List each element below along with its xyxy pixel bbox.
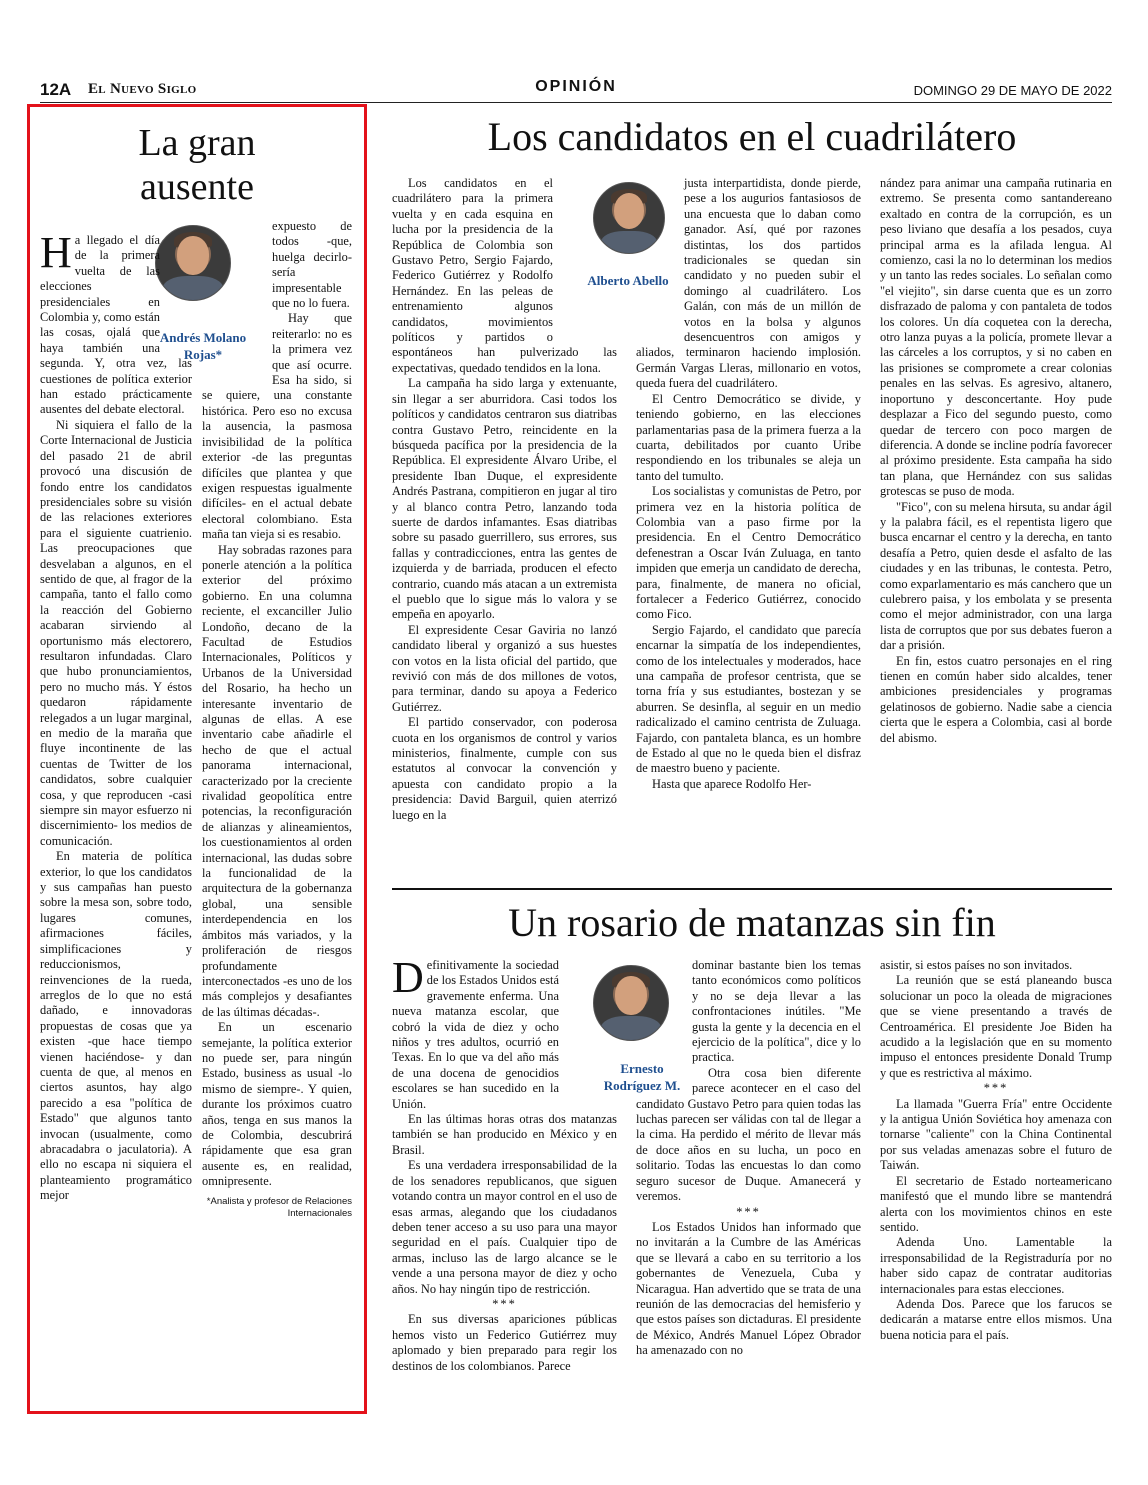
separator: *** [736, 1204, 761, 1219]
paragraph: Ni siquiera el fallo de la Corte Internacional de Justicia del pasado 21 de abril provocó una discusión de fondo entre los candidatos presidenciales sobre su visión de las relaciones exteriores para el siguiente cuatrienio. Las preocupaciones que desvelaban a algunos, en el sentido de que, al fragor de la campaña, tanto el fallo como la reacción del Gobierno acabaran sirviendo al oportunismo más electorero, resultaron infundadas. Claro que hubo pronunciamientos, pero no mucho más. Y éstos quedaron rápidamente relegados a un lugar marginal, en medio de la maraña que fluye incontinente de las cuentas de Twitter de los candidatos, sobre cualquier cosa, y que reproducen -casi siempre sin mayor esfuerzo ni discernimiento- los medios de comunicación. [40, 417, 192, 848]
paragraph: La llamada "Guerra Fría" entre Occidente y la antigua Unión Soviética hoy amenaza con tornarse "caliente" con la China Continental por sus veladas amenazas sobre el futuro de Taiwán. [880, 1096, 1112, 1173]
article-headline: Los candidatos en el cuadrilátero [487, 114, 1017, 159]
section-name: OPINIÓN [535, 78, 617, 95]
article-column-3 [880, 958, 1112, 1398]
paragraph: Hay que reiterarlo: no es la primera vez que así ocurre. Esa ha sido, si se quiere, una constante histórica. Pero eso no excusa la ausencia, la pasmosa invisibilidad de la política exterior -de las preguntas difíciles que plantea y que exigen respuestas igualmente difíciles- en el actual debate electoral colombiano. Esta maña tan vieja si es resabio. [202, 311, 352, 542]
paragraph: El Centro Democrático se divide, y teniendo gobierno, en las elecciones parlamentarias pasa de la primera fuerza a la cuarta, debilitados por cuanto Uribe respondiendo en los tribunales se aleja un tanto del tumulto. [636, 391, 861, 483]
article-headline: Un rosario de matanzas sin fin [508, 900, 996, 945]
paragraph: El expresidente Cesar Gaviria no lanzó candidato liberal y organizó a sus huestes con votos en la lista oficial del partido, que revivió con más de dos millones de votos, para terminar, dando su apoya a Federico Gutiérrez. [392, 622, 617, 714]
paragraph: nández para animar una campaña rutinaria en extremo. Se presenta como santandereano exaltado en contra de la corrupción, es un peso liviano que desafía a los pesados, cuya principal arma es la afilada lengua. Al comienzo, casi la no lo determinan los medios y un tanto las redes sociales. Lo señalan como "el viejito", sin darse cuenta que es un zorro disfrazado de paloma y con pantaleta de todos los colores. Un día coquetea con la derecha, otro lanza puyas a la policía, promete llevar a las cárceles a los corruptos, y si no caben en las prisiones se compromete a crear colonias penales en las selvas. Es agresivo, altanero, inoportuno y desconcertante. Hoy pude desplazar a Fico del segundo puesto, como quedar de tercero con poco margen de diferencia. A donde se incline podría favorecer al próximo presidente. Esta campaña ha sido tan plana, que Hernández con sus salidas grotescas se puso de moda. [880, 176, 1112, 499]
paragraph: "Fico", con su melena hirsuta, su andar ágil y la palabra fácil, es el repentista ligero que busca encarnar el centro y la derecha, en tanto desafía a Petro, quien desde el asfalto de las ciudades y en las tribunas, le contesta. Petro, como exparlamentario es más canchero que un culebrero paisa, y los embolata y se presenta como el mejor administrador, con una larga lista de corruptos que por sus debates fueron a dar a prisión. [880, 499, 1112, 653]
paragraph: justa interpartidista, donde pierde, pese a los augurios fantasiosos de una encuesta que lo daban como ganador. Así, qué por razones distintas, los dos partidos tradicionales se quedan sin candidato y no pueden subir el domingo al cuadrilátero. Los Galán, con más de un millón de votos en la bolsa y algunos desencuentros con amigos y aliados, terminaron haciendo implosión. Germán Vargas Lleras, millonario en votos, queda fuera del cuadrilátero. [636, 176, 861, 391]
section-divider [392, 888, 1112, 890]
paragraph: asistir, si estos países no son invitados. [880, 958, 1073, 972]
paragraph: En sus diversas apariciones públicas hemos visto un Federico Gutiérrez muy aplomado y bien preparado para regir los destinos de los colombianos. Parece [392, 1312, 617, 1373]
paragraph: Los socialistas y comunistas de Petro, por primera vez en la historia política de Colombia van a paso firme por la presidencia. En el Centro Democrático defenestran a Oscar Iván Zuluaga, en tanto impiden que emerja un candidato de derecha, para, finalmente, de manera no oficial, fortalecer a Federico Gutiérrez, conocido como Fico. [636, 484, 861, 622]
masthead [40, 78, 1112, 100]
title-line-2: ausente [140, 166, 254, 208]
paragraph: Los Estados Unidos han informado que no invitarán a la Cumbre de las Américas que se llevará a cabo en su territorio a los gobernantes de Venezuela, Cuba y Nicaragua. Han advertido que se trata de una reunión de las democracias del hemisferio y que estos países son dictaduras. El presidente de México, Andrés Manuel López Obrador ha amenazado con no [636, 1219, 861, 1358]
paragraph: En materia de política exterior, lo que los candidatos y sus campañas han puesto sobre la mesa son, sobre todo, lugares comunes, afirmaciones fáciles, simplificaciones y reduccionismos, reinvenciones de la rueda, arreglos de lo que no está dañado, e innovadoras propuestas de cosas que ya existen -que hace tiempo vienen haciéndose- y dan cuenta de que, al menos en ciertos asuntos, hay algo parecido a esa "política de Estado" que algunos tanto invocan (usualmente, como abracadabra o jaculatoria). A ello no escapa ni siquiera el planteamiento programático mejor [40, 849, 192, 1203]
separator: *** [492, 1296, 517, 1311]
paragraph: El partido conservador, con poderosa cuota en los organismos de control y varios ministerios, finalmente, cumple con sus estatutos al convocar la convención y apuesta con candidato propio a la presidencia: David Barguil, quien aterrizó luego en la [392, 715, 617, 822]
issue-date: DOMINGO 29 DE MAYO DE 2022 [913, 83, 1112, 98]
article-column-2 [636, 176, 861, 876]
article-column-1 [40, 233, 192, 1398]
paragraph: expuesto de todos -que, huelga decirlo- sería impresentable que no lo fuera. [272, 219, 352, 311]
paragraph: Los candidatos en el cuadrilátero para la primera vuelta y en cada esquina en lucha por la presidencia de la República de Colombia son Gustavo Petro, Sergio Fajardo, Federico Gutiérrez y Rodolfo Hernández. En las peleas de entrenamiento algunos candidatos, movimientos políticos y partidos o espontáneos han pulverizado las expectativas, quedado tendidos en la lona. [392, 176, 617, 375]
paragraph: En las últimas horas otras dos matanzas también se han producido en México y en Brasil. [392, 1112, 617, 1157]
paragraph: Hasta que aparece Rodolfo Her- [652, 776, 812, 791]
author-byline: Alberto Abello [587, 273, 669, 288]
masthead-rule [40, 102, 1112, 103]
paragraph: dominar bastante bien los temas tanto económicos como políticos y no se deja llevar a las confrontaciones inútiles. "Me gusta la gente y la decencia en el ejercicio de la política", dice y lo practica. [692, 958, 861, 1065]
paragraph: Sergio Fajardo, el candidato que parecía encarnar la simpatía de los independientes, como de los intelectuales y moderados, hace una campaña de profesor centrista, que se torna fría y sus estudiantes, bostezan y se aburren. Se desinfla, al seguir en un medio radicalizado el camino centrista de Zuluaga. Fajardo, con pantaleta blanca, es un hombre de Estado al que no le queda bien el disfraz de maestro bueno y paciente. [636, 622, 861, 776]
article-la-gran-ausente [27, 104, 367, 1414]
newspaper-name: El Nuevo Siglo [88, 81, 197, 97]
paragraph: En fin, estos cuatro personajes en el ring tienen en común haber sido alcaldes, tener ambiciones presidenciales y programas gelatinosos de gobierno. Nadie sabe a ciencia cierta que le espera a Colombia, casi al borde del abismo. [880, 653, 1112, 745]
paragraph: Adenda Uno. Lamentable la irresponsabilidad de la Registraduría por no haber sido capaz de contratar auditorias internacionales para estas elecciones. [880, 1235, 1112, 1296]
author-byline: Ernesto Rodríguez M. [603, 1061, 681, 1093]
dropcap: H [40, 233, 72, 277]
article-column-1 [392, 958, 617, 1398]
separator: *** [983, 1081, 1009, 1096]
article-column-2 [636, 958, 861, 1398]
paragraph: La campaña ha sido larga y extenuante, sin llegar a ser aburridora. Casi todos los políticos y candidatos centraron sus diatribas contra Gustavo Petro, reincidente en la búsqueda pacífica por la presidencia de la República. El expresidente Álvaro Uribe, el presidente Iban Duque, el expresidente Andrés Pastrana, compitieron en jugar al tiro y al blanco contra Petro, lanzando toda suerte de dardos infamantes. Esas diatribas sobre su pasado guerrillero, sus errores, sus fallas y contradicciones, entra las gentes de izquierda y de barriada, producen el efecto contrario, cuando más atacan a un extremista el pueblo que lo sigue más lo valora y se empeña en apoyarlo. [392, 376, 617, 622]
page-number: 12A [40, 80, 72, 99]
paragraph: Adenda Dos. Parece que los farucos se dedicarán a matarse entre ellos mismos. Una buena noticia para el país. [880, 1296, 1112, 1342]
paragraph: Hay sobradas razones para ponerle atención a la política exterior del próximo gobierno. En una columna reciente, el excanciller Julio Londoño, decano de la Facultad de Estudios Internacionales, Políticos y Urbanos de la Universidad del Rosario, ha hecho un interesante inventario de algunas de ellas. A ese inventario cabe añadirle el hecho de que el actual panorama internacional, caracterizado por la creciente rivalidad geopolítica entre potencias, la reconfiguración de alianzas y alineamientos, los cuestionamientos al orden internacional, las dudas sobre la funcionalidad de la arquitectura de la gobernanza global, una sensible interdependencia en los ámbitos más variados, y la proliferación de riesgos profundamente interconectados -es uno de los más complejos y desafiantes de las últimas décadas-. [202, 542, 352, 1019]
paragraph: a llegado el día de la primera vuelta de las elecciones presidenciales en Colombia y, como están las cosas, ojalá que haya también una segunda. Y, otra vez, las cuestiones de política exterior han estado prácticamente ausentes del debate electoral. [40, 233, 192, 417]
article-column-2 [202, 219, 352, 1399]
author-footnote: *Analista y profesor de Relaciones Internacionales [206, 1195, 352, 1219]
article-title [30, 121, 364, 209]
article-column-3 [880, 176, 1112, 876]
paragraph: efinitivamente la sociedad de los Estados Unidos está gravemente enferma. Una nueva matanza escolar, que cobró la vida de diez y ocho niños y tres adultos, ocurrió en Texas. En lo que va del año más de una docena de genocidios escolares se han sucedido en la Unión. [392, 958, 559, 1111]
paragraph: En un escenario semejante, la política exterior no puede ser, para ningún Estado, business as usual -lo mismo de siempre-. Y quien, durante los próximos cuatro años, tenga en sus manos la de Colombia, descubrirá rápidamente que esa gran ausente es, en realidad, omnipresente. [202, 1020, 352, 1189]
paragraph: El secretario de Estado norteamericano manifestó que el mundo libre se mantendrá alerta con los movimientos chinos en este sentido. [880, 1173, 1112, 1234]
paragraph: Es una verdadera irresponsabilidad de la de los senadores republicanos, que siguen votando contra un mayor control en el uso de esas armas, alegando que los ciudadanos deben tener acceso a su uso para una mayor seguridad en el país. Cualquier tipo de armas, incluso las de largo alcance se le vende a una persona mayor de diez y ocho años. No hay ningún tipo de restricción. [392, 1158, 617, 1296]
author-byline: Andrés Molano Rojas* [159, 330, 247, 362]
article-column-1 [392, 176, 617, 876]
dropcap: D [392, 958, 424, 1002]
paragraph: Otra cosa bien diferente parece acontecer en el caso del candidato Gustavo Petro para quien todas las luchas parecen ser válidas con tal de llegar a la cima. Ha perdido el mérito de llevar más de doce años en su lucha, un poco en solitario. Todas las encuestas lo dan como seguro sucesor de Duque. Amanecerá y veremos. [636, 1065, 861, 1204]
paragraph: La reunión que se está planeando busca solucionar un poco la oleada de migraciones que se viene presentando a través de Centroamérica. El presidente Joe Biden ha acudido a la legislación que en su momento impuso el entonces presidente Donald Trump y que es restrictiva al máximo. [880, 973, 1112, 1080]
title-line-1: La gran [138, 122, 256, 164]
